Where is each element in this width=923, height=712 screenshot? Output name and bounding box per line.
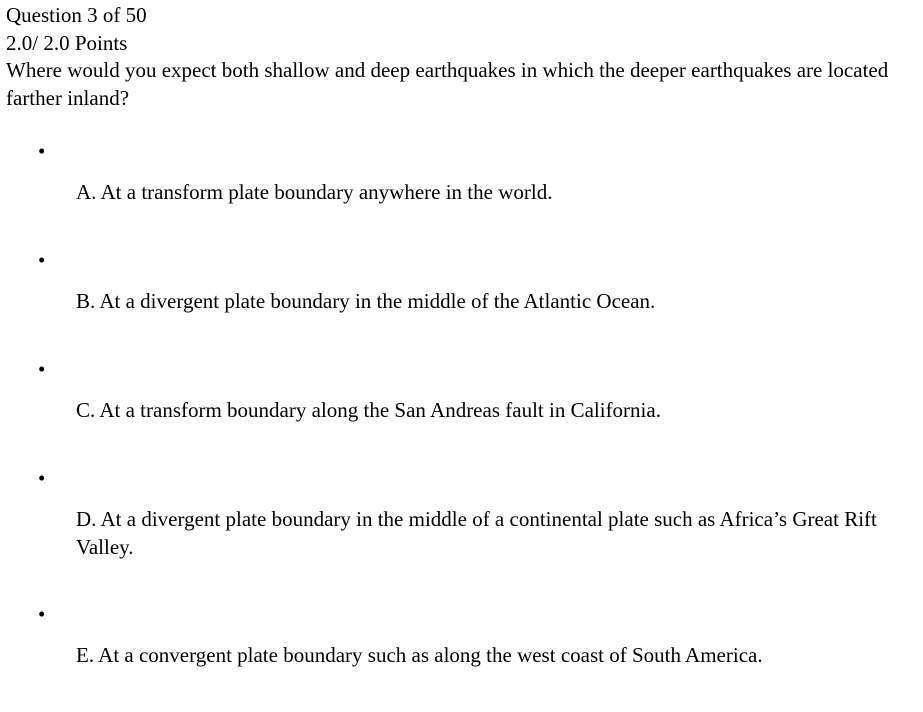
answer-option-a[interactable]: [6, 140, 923, 249]
bullet-icon: •: [38, 248, 46, 272]
answer-option-b-text[interactable]: B. At a divergent plate boundary in the middle of the Atlantic Ocean.: [76, 289, 656, 313]
question-points: 2.0/ 2.0 Points: [6, 30, 128, 55]
answer-option-a-text[interactable]: A. At a transform plate boundary anywhere in the world.: [76, 180, 553, 204]
question-text: Where would you expect both shallow and deep earthquakes in which the deeper earthquakes are located farther inland?: [6, 58, 889, 110]
question-counter: Question 3 of 50: [6, 3, 147, 27]
bullet-icon: •: [38, 466, 46, 490]
answer-options: [6, 140, 923, 712]
answer-option-e-text[interactable]: E. At a convergent plate boundary such as along the west coast of South America.: [76, 643, 763, 667]
bullet-icon: •: [38, 357, 46, 381]
bullet-icon: •: [38, 602, 46, 626]
answer-option-c-text[interactable]: C. At a transform boundary along the San Andreas fault in California.: [76, 398, 661, 422]
answer-option-d[interactable]: [6, 467, 923, 603]
answer-option-e[interactable]: [6, 603, 923, 712]
bullet-icon: •: [38, 139, 46, 163]
question-header: [6, 2, 923, 57]
answer-option-c[interactable]: [6, 358, 923, 467]
answer-option-b[interactable]: [6, 249, 923, 358]
answer-option-d-text[interactable]: D. At a divergent plate boundary in the middle of a continental plate such as Africa’s Great Rift Valley.: [76, 507, 877, 559]
